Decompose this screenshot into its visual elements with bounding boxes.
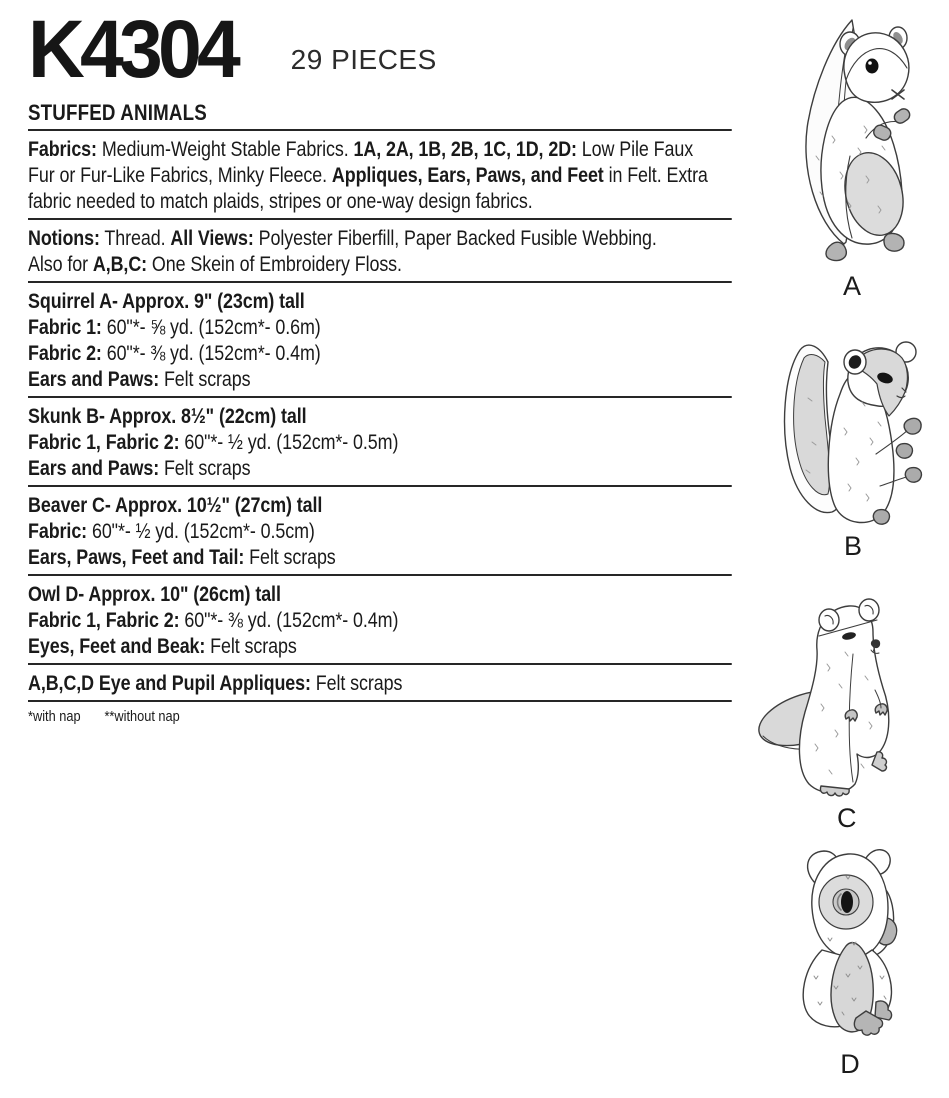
beaver-illustration-icon (757, 594, 909, 800)
skunk-illustration-icon (778, 338, 928, 528)
divider (28, 396, 732, 398)
view-a-fabric2: Fabric 2: 60"*- ⅜ yd. (152cm*- 0.4m) (28, 342, 321, 365)
fabrics-paragraph: Fabrics: Medium-Weight Stable Fabrics. 1A, 2A, 1B, 2B, 1C, 1D, 2D: Low Pile Faux Fur or Fur-Like Fabrics, Minky Fleece. Appliques, Ears, Paws, and Feet in Felt. Extra fabric needed to match plaids, stripes or one-way design fabrics. (28, 138, 708, 213)
divider (28, 129, 732, 131)
skunk-paw-lower (896, 444, 912, 459)
category-title: STUFFED ANIMALS (28, 100, 207, 125)
skunk-paw-upper (904, 418, 921, 434)
notions-paragraph: Notions: Thread. All Views: Polyester Fiberfill, Paper Backed Fusible Webbing. Also for A,B,C: One Skein of Embroidery Floss. (28, 227, 657, 276)
view-a-title: Squirrel A- Approx. 9" (23cm) tall (28, 290, 305, 313)
view-c-section (28, 493, 732, 571)
squirrel-foot-left (826, 242, 846, 260)
view-b-title: Skunk B- Approx. 8½" (22cm) tall (28, 405, 307, 428)
skunk-foot-bottom (873, 510, 889, 525)
view-b-section (28, 404, 732, 482)
divider (28, 218, 732, 220)
view-c-fabric: Fabric: 60"*- ½ yd. (152cm*- 0.5cm) (28, 520, 315, 543)
nap-footnote (28, 708, 732, 726)
view-a-section (28, 289, 732, 393)
view-c-felt: Ears, Paws, Feet and Tail: Felt scraps (28, 546, 336, 569)
view-d-fabric: Fabric 1, Fabric 2: 60"*- ⅜ yd. (152cm*- 0.4m) (28, 609, 399, 632)
with-nap-note: *with nap (28, 708, 81, 725)
squirrel-illustration-icon (786, 16, 918, 268)
divider (28, 485, 732, 487)
view-a-letter: A (842, 271, 861, 301)
illustration-view-a (786, 16, 918, 300)
view-c-letter: C (837, 803, 857, 833)
squirrel-eye (866, 59, 879, 74)
pieces-count: 29 PIECES (290, 44, 437, 75)
spec-column (28, 100, 732, 726)
view-d-letter: D (840, 1049, 860, 1079)
view-d-title: Owl D- Approx. 10" (26cm) tall (28, 583, 281, 606)
views-list-label: 1A, 2A, 1B, 2B, 1C, 1D, 2D: (353, 138, 577, 161)
notions-label: Notions: (28, 227, 100, 250)
illustration-view-d (794, 846, 906, 1078)
divider (28, 663, 732, 665)
without-nap-note: **without nap (104, 708, 180, 725)
view-d-felt: Eyes, Feet and Beak: Felt scraps (28, 635, 297, 658)
view-c-title: Beaver C- Approx. 10½" (27cm) tall (28, 494, 323, 517)
divider (28, 281, 732, 283)
fabrics-label: Fabrics: (28, 138, 97, 161)
squirrel-paw-raised (892, 107, 912, 126)
view-b-fabric: Fabric 1, Fabric 2: 60"*- ½ yd. (152cm*- 0.5m) (28, 431, 399, 454)
appliques-line: A,B,C,D Eye and Pupil Appliques: Felt scraps (28, 672, 403, 695)
illustration-view-b (778, 338, 928, 560)
squirrel-foot-right (884, 233, 904, 251)
owl-pupil (841, 891, 853, 913)
illustration-view-c (757, 594, 909, 832)
header (28, 4, 738, 95)
skunk-foot-right (905, 468, 921, 483)
view-d-section (28, 582, 732, 660)
owl-illustration-icon (794, 846, 906, 1046)
divider (28, 574, 732, 576)
view-a-fabric1: Fabric 1: 60"*- ⅝ yd. (152cm*- 0.6m) (28, 316, 321, 339)
pattern-number: K4304 (28, 4, 236, 95)
beaver-ear-right (859, 599, 879, 621)
view-b-felt: Ears and Paws: Felt scraps (28, 457, 251, 480)
view-a-felt: Ears and Paws: Felt scraps (28, 368, 251, 391)
beaver-ear-left (819, 609, 839, 631)
view-b-letter: B (843, 531, 862, 561)
divider (28, 700, 732, 702)
